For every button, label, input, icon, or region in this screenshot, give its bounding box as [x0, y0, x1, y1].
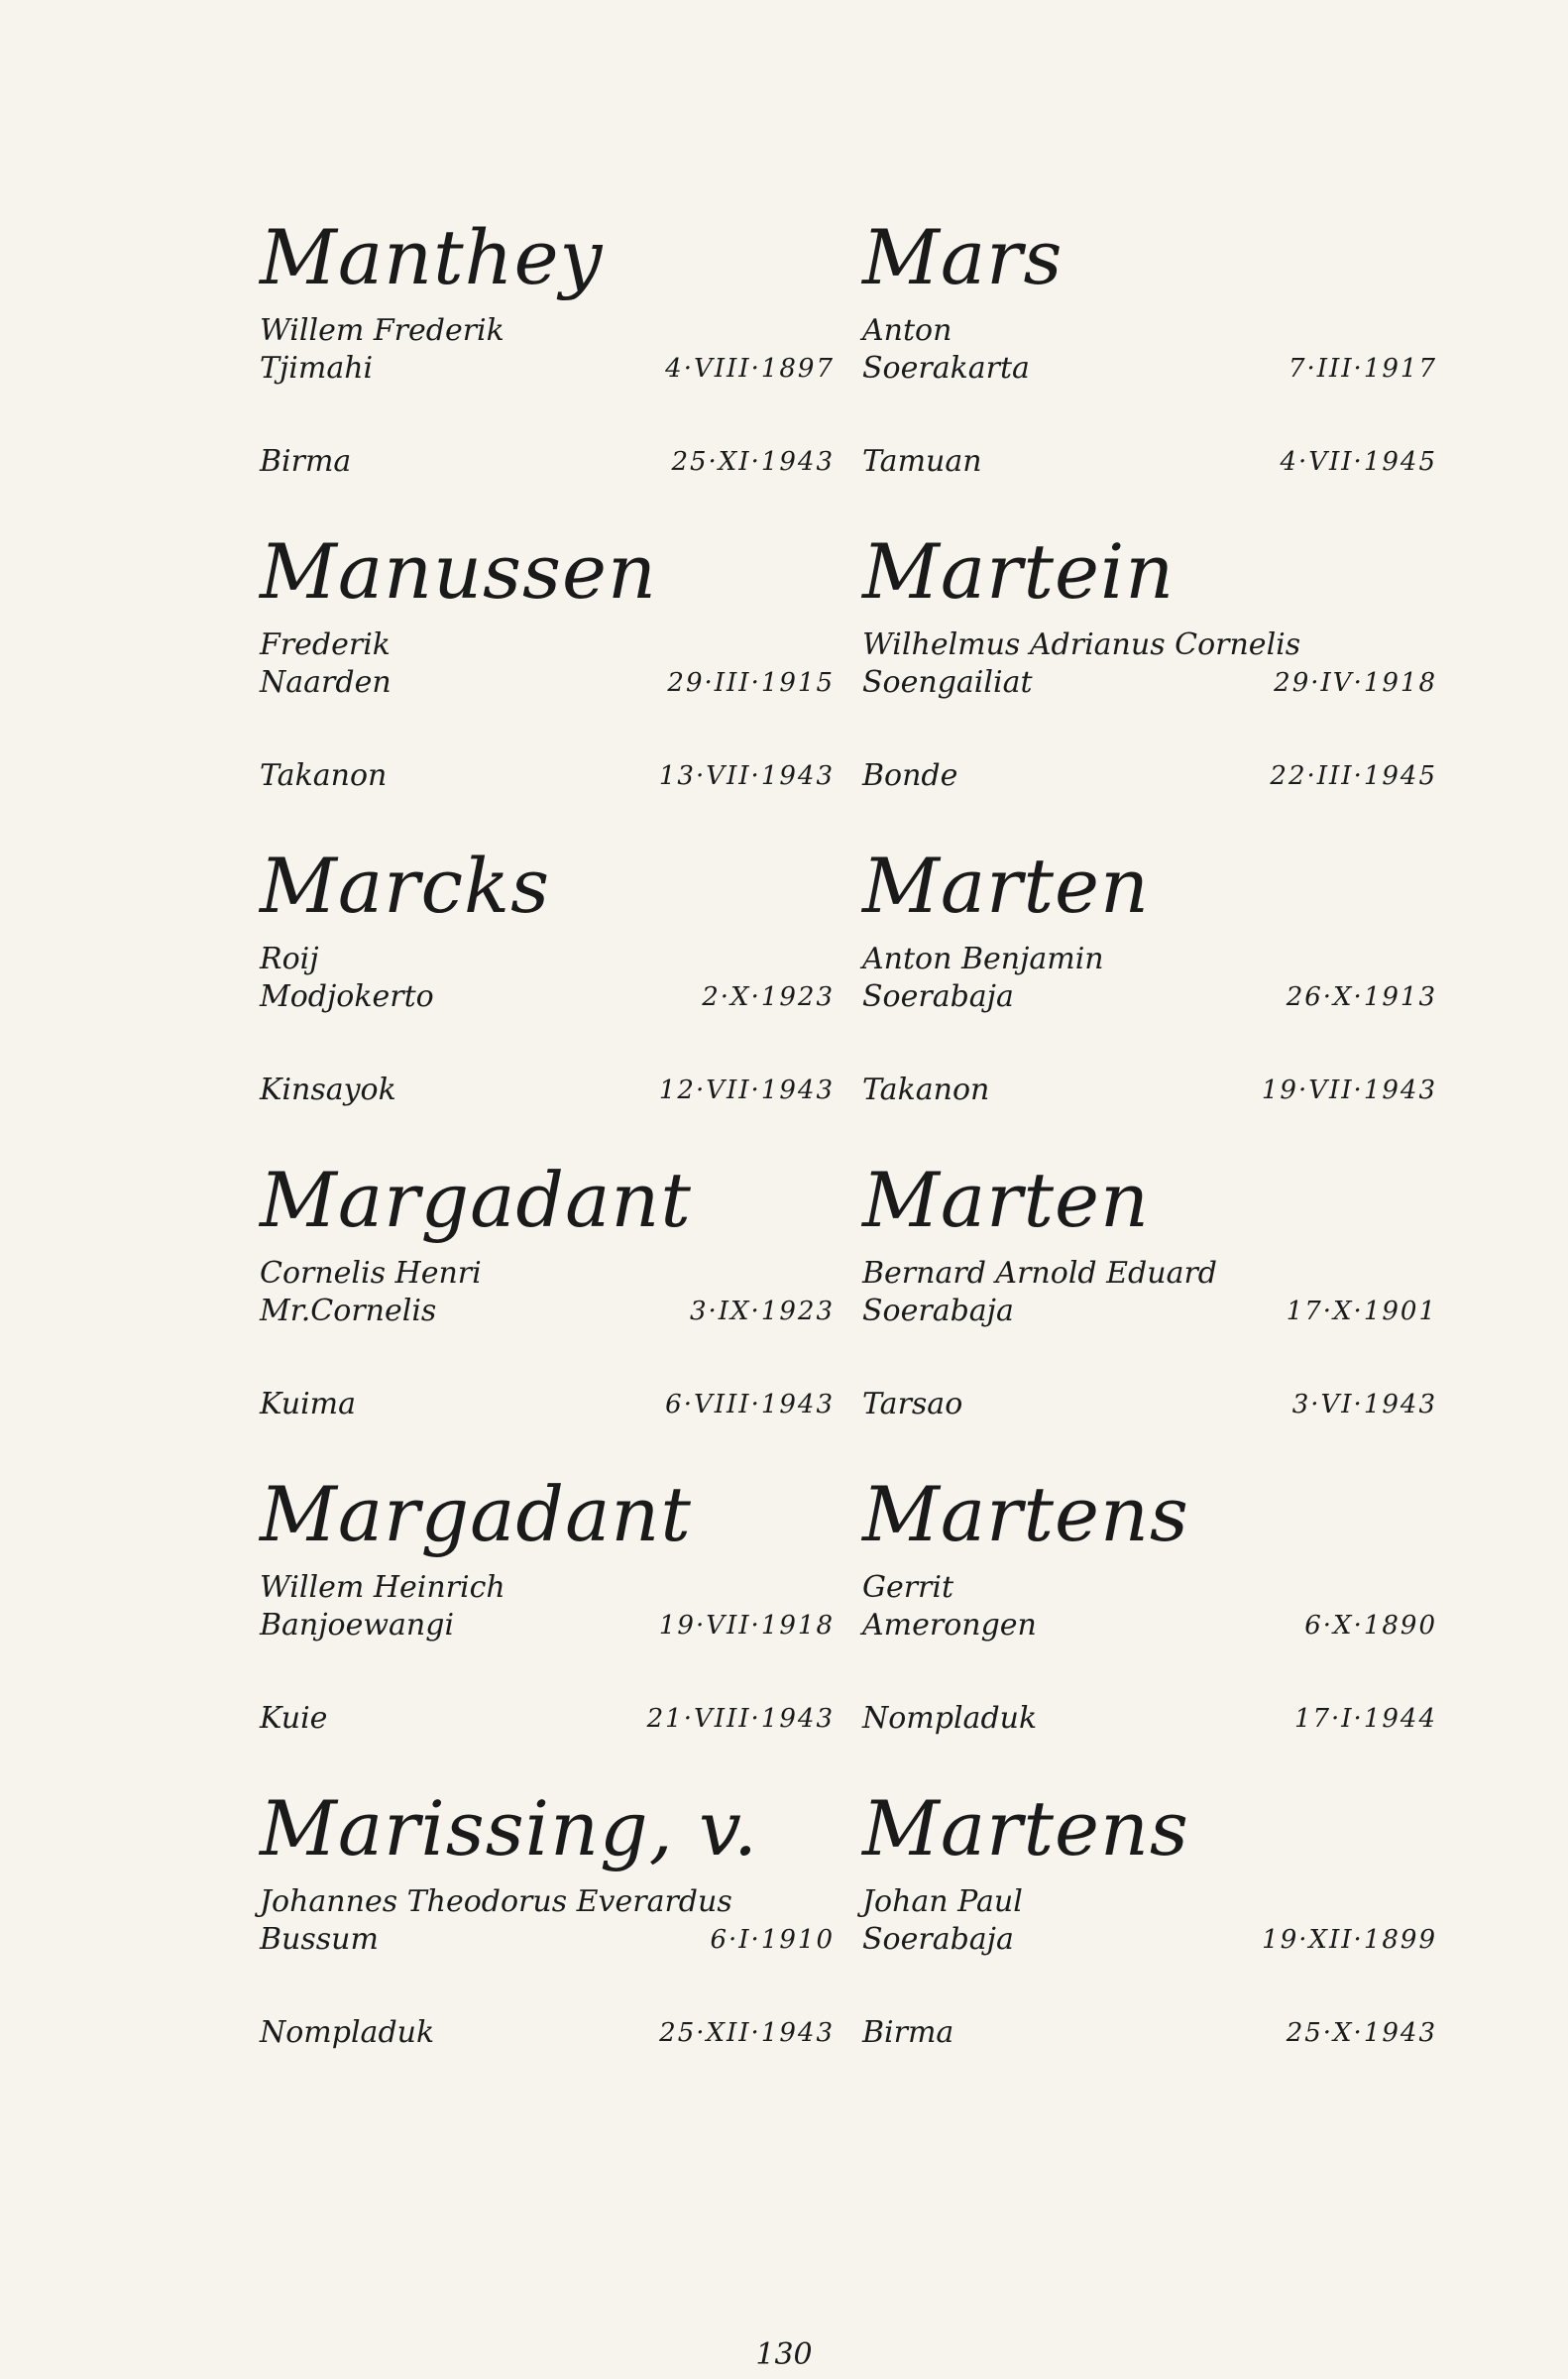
given-names: Cornelis Henri [260, 1256, 482, 1291]
birth-line [862, 1921, 1437, 1959]
surname: Martens [862, 1470, 1189, 1558]
death-date: 6·VIII·1943 [665, 1390, 835, 1419]
death-date: 17·I·1944 [1293, 1704, 1437, 1734]
death-line [862, 1386, 1437, 1423]
entry [862, 213, 1437, 527]
birth-date: 6·X·1890 [1304, 1611, 1437, 1641]
given-names: Gerrit [862, 1570, 954, 1605]
given-names: Johan Paul [862, 1884, 1023, 1919]
entry [862, 1784, 1437, 2098]
birth-line [260, 350, 835, 388]
right-column [862, 213, 1437, 2098]
surname: Margadant [260, 1470, 692, 1558]
death-place: Birma [862, 2015, 954, 2050]
death-date: 25·XI·1943 [671, 447, 835, 477]
given-names: Wilhelmus Adrianus Cornelis [862, 627, 1301, 662]
birth-date: 29·III·1915 [667, 668, 835, 698]
given-names: Anton [862, 313, 952, 348]
birth-line [862, 1607, 1437, 1644]
entry [862, 527, 1437, 842]
entry [260, 527, 835, 842]
death-place: Takanon [862, 1073, 990, 1107]
birth-place: Soerabaja [862, 979, 1014, 1014]
death-place: Nompladuk [862, 1701, 1038, 1736]
death-place: Takanon [260, 758, 388, 793]
birth-line [260, 1921, 835, 1959]
birth-line [862, 664, 1437, 702]
birth-place: Soerakarta [862, 351, 1030, 386]
death-date: 19·VII·1943 [1261, 1076, 1437, 1105]
surname: Marten [862, 842, 1150, 930]
birth-date: 7·III·1917 [1288, 354, 1437, 384]
page-number: 130 [755, 2337, 813, 2372]
birth-line [260, 664, 835, 702]
given-names: Anton Benjamin [862, 942, 1104, 976]
birth-date: 6·I·1910 [710, 1925, 835, 1955]
entry [260, 213, 835, 527]
death-date: 25·X·1943 [1286, 2018, 1437, 2048]
death-line [260, 1386, 835, 1423]
death-date: 25·XII·1943 [659, 2018, 835, 2048]
surname: Mars [862, 213, 1064, 301]
birth-date: 19·VII·1918 [658, 1611, 835, 1641]
death-place: Nompladuk [260, 2015, 435, 2050]
death-line [862, 1072, 1437, 1109]
entry [260, 842, 835, 1156]
death-line [260, 1700, 835, 1738]
entry [862, 1470, 1437, 1784]
birth-place: Modjokerto [260, 979, 434, 1014]
birth-date: 2·X·1923 [702, 982, 835, 1012]
given-names: Willem Heinrich [260, 1570, 505, 1605]
given-names: Bernard Arnold Eduard [862, 1256, 1218, 1291]
entry [862, 842, 1437, 1156]
birth-date: 17·X·1901 [1286, 1297, 1437, 1326]
death-place: Bonde [862, 758, 958, 793]
death-date: 12·VII·1943 [658, 1076, 835, 1105]
surname: Marcks [260, 842, 551, 930]
death-place: Kuie [260, 1701, 328, 1736]
death-line [260, 2014, 835, 2052]
death-place: Tarsao [862, 1387, 963, 1421]
entry [862, 1156, 1437, 1470]
given-names: Johannes Theodorus Everardus [260, 1884, 732, 1919]
birth-place: Soengailiat [862, 665, 1033, 700]
birth-line [862, 350, 1437, 388]
surname: Marissing, v. [260, 1784, 759, 1872]
surname: Manthey [260, 213, 604, 301]
given-names: Frederik [260, 627, 391, 662]
birth-place: Banjoewangi [260, 1608, 455, 1643]
birth-date: 29·IV·1918 [1274, 668, 1437, 698]
death-line [862, 2014, 1437, 2052]
birth-place: Soerabaja [862, 1294, 1014, 1328]
death-line [862, 443, 1437, 481]
death-date: 22·III·1945 [1270, 761, 1437, 791]
birth-line [862, 1293, 1437, 1330]
death-date: 4·VII·1945 [1280, 447, 1437, 477]
surname: Marten [862, 1156, 1150, 1244]
entry [260, 1470, 835, 1784]
death-place: Tamuan [862, 444, 982, 479]
entry [260, 1156, 835, 1470]
birth-place: Mr.Cornelis [260, 1294, 437, 1328]
death-place: Birma [260, 444, 352, 479]
surname: Margadant [260, 1156, 692, 1244]
death-date: 21·VIII·1943 [646, 1704, 835, 1734]
given-names: Roij [260, 942, 319, 976]
death-date: 13·VII·1943 [658, 761, 835, 791]
birth-place: Naarden [260, 665, 392, 700]
surname: Martein [862, 527, 1176, 616]
death-line [862, 1700, 1437, 1738]
surname: Martens [862, 1784, 1189, 1872]
birth-place: Soerabaja [862, 1922, 1014, 1957]
birth-line [260, 1293, 835, 1330]
left-column [260, 213, 835, 2098]
death-line [260, 757, 835, 795]
birth-place: Bussum [260, 1922, 379, 1957]
birth-place: Tjimahi [260, 351, 374, 386]
death-line [260, 443, 835, 481]
birth-line [862, 978, 1437, 1016]
death-place: Kinsayok [260, 1073, 396, 1107]
birth-line [260, 978, 835, 1016]
death-place: Kuima [260, 1387, 357, 1421]
death-line [862, 757, 1437, 795]
birth-date: 26·X·1913 [1286, 982, 1437, 1012]
birth-place: Amerongen [862, 1608, 1037, 1643]
entry [260, 1784, 835, 2098]
death-date: 3·VI·1943 [1291, 1390, 1437, 1419]
death-line [260, 1072, 835, 1109]
birth-date: 3·IX·1923 [689, 1297, 835, 1326]
birth-date: 4·VIII·1897 [665, 354, 835, 384]
birth-line [260, 1607, 835, 1644]
surname: Manussen [260, 527, 657, 616]
given-names: Willem Frederik [260, 313, 504, 348]
birth-date: 19·XII·1899 [1262, 1925, 1437, 1955]
